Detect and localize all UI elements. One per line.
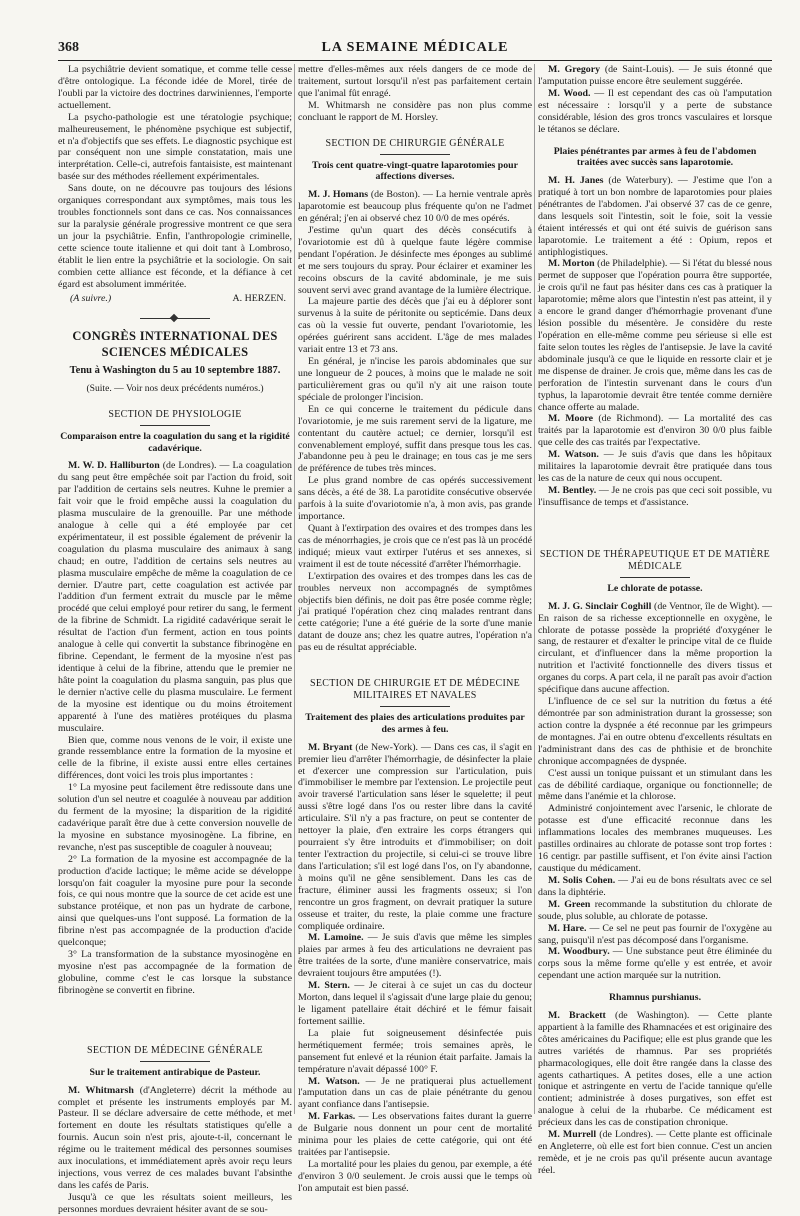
speaker-paragraph bbox=[538, 601, 772, 696]
paragraph: L'extirpation des ovaires et des trompes dans les cas de troubles nerveux non accompagnés de symptômes objectifs bien définis, ne doit pas être posée comme règle; j'ai pratiqué l'opération chez cinq malades rentrant dans cette catégorie; l'une a été guérie de la sorte d'une manie datant de douze ans; chez les quatre autres, l'opération n'a pas eu de résultat appréciable. bbox=[298, 570, 532, 654]
paragraph: Sans doute, on ne découvre pas toujours des lésions organiques correspondant aux symptômes, mais tous les troubles fonctionnels sont dans ce cas. Nos connaissances sur la paralysie générale progressive montrent ce que sera un jour la psychiâtrie. Enfin, l'anthropologie criminelle, cette science toute italienne et qui doit tant à Lombroso, établit le lien entre la psychiâtrie et la sociologie. On sait combien cette alliance est féconde, et la défiance à cet égard est absolument imméritée. bbox=[58, 183, 292, 290]
speaker-text: — Je citerai à ce sujet un cas du docteur Morton, dans lequel il s'agissait d'une large plaie du genou; le ligament patellaire était déchiré et le fémur faisait fortement saillie. bbox=[298, 980, 532, 1027]
speaker-paragraph bbox=[538, 899, 772, 923]
speaker-text: (de Ventnor, île de Wight). — En raison de sa richesse exceptionnelle en oxygène, le chlorate de potasse possède la propriété d'oxygéner le sang, de restaurer et d'exalter le principe vital de ce fluide circulant, et d'influencer dans la même proportion la nutrition et l'activité fonctionnelle des divers tissus et organes du corps. A part cela, il ne paraît pas avoir d'action spécifique dans aucune affection. bbox=[538, 600, 772, 696]
speaker-name: M. Morton bbox=[548, 258, 595, 270]
speaker-text: (de Boston). — La hernie ventrale après laparotomie est beaucoup plus fréquente qu'on ne l'admet en général; j'en ai observé chez 10 0/0 de mes opérés. bbox=[298, 189, 532, 224]
speaker-text: — Une substance peut être éliminée du corps sous la même forme qu'elle y est entrée, et avoir cependant une action marquée sur la nutrition. bbox=[538, 946, 772, 982]
speaker-paragraph bbox=[298, 1076, 532, 1112]
speaker-name: M. Stern. bbox=[308, 980, 350, 992]
congress-heading: CONGRÈS INTERNATIONAL DES SCIENCES MÉDICALES bbox=[72, 329, 278, 359]
paragraph: Jusqu'à ce que les résultats soient meilleurs, les personnes mordues devraient hésiter avant de se sou- bbox=[58, 1191, 292, 1215]
author-signature: A. HERZEN. bbox=[232, 292, 286, 304]
section-heading: SECTION DE PHYSIOLOGIE bbox=[108, 408, 242, 420]
heading-rule bbox=[140, 425, 210, 426]
speaker-paragraph bbox=[298, 189, 532, 225]
speaker-name: M. Wood. bbox=[548, 87, 591, 99]
speaker-text: (de New-York). — Dans ces cas, il s'agit en premier lieu d'arrêter l'hémorrhagie, de désinfecter la plaie et d'exercer une compression sur l'articulation, puis d'immobiliser le membre par l'extension. Le projectile peut avoir traversé l'articulation sans léser le squelette; il peut aussi s'être logé dans l'os ou rester libre dans la cavité articulaire. S'il n'y a pas fracture, on peut se contenter de nettoyer la plaie, d'en extraire les corps étrangers qui pourraient s'y être introduits et d'immobiliser; on doit tenter l'extraction du projectile, si celui-ci se trouve libre dans l'articulation; s'il est logé dans l'os, on l'y abandonne, à moins qu'il ne gêne sensiblement. Dans les cas de fracture, éliminer aussi les fragments osseux; si l'on rencontre un gros fragment, on devrait pratiquer la suture osseuse et traiter, du reste, la plaie comme une fracture compliquée ordinaire. bbox=[298, 741, 532, 932]
speaker-paragraph bbox=[538, 946, 772, 982]
section-heading: SECTION DE MÉDECINE GÉNÉRALE bbox=[87, 1044, 263, 1056]
speaker-name: M. Gregory bbox=[548, 64, 601, 75]
speaker-paragraph bbox=[58, 460, 292, 734]
speaker-paragraph bbox=[538, 449, 772, 485]
paragraph: La psycho-pathologie est une tératologie psychique; malheureusement, le phénomène psychique est subjectif, et n'a d'objectifs que ses effets. Le diagnostic psychique est par conséquent non une simple constatation, mais une interprétation. Celle-ci, autrefois fantaisiste, est maintenant basée sur des méthodes réellement expérimentales. bbox=[58, 111, 292, 183]
column-3 bbox=[538, 64, 772, 1176]
separator-ornament bbox=[140, 318, 210, 319]
paragraph: Bien que, comme nous venons de le voir, il existe une grande ressemblance entre la formation de la myosine et celle de la fibrine, il existe aussi entre elles certaines différences, dont voici les trois plus importantes : bbox=[58, 734, 292, 782]
page-number: 368 bbox=[58, 40, 79, 55]
speaker-name: M. Woodbury. bbox=[548, 946, 610, 958]
speaker-text: (de Londres). — La coagulation du sang peut être empêchée soit par l'action du froid, soit par l'addition de certains sels neutres. Kuhne le premier a fait voir que le froid empêche aussi la coagulation du plasma musculaire de la grenouille. Par une méthode analogue à celle qui a été employée par cet expérimentateur, il est possible également de prévenir la coagulation du plasma musculaire des animaux à sang chaud; en outre, l'addition de certains sels neutres au plasma musculaire empêche de même la coagulation de ce dernier. D'autre part, cette coagulation est activée par l'addition d'un ferment extrait du muscle par le même procédé que celui employé pour retirer du sang, le ferment de la fibrine de Schmidt. La rigidité cadavérique serait le résultat de l'action d'un ferment, action en tous points analogue à celle qui convertit la substance fibrinogène en fibrine. Cependant, le ferment de la myosine n'est pas identique à celui de la fibrine, attendu que le premier ne hâte point la coagulation du plasma sanguin, pas plus que le dernier n'active celle du plasma musculaire. Le ferment de la myosine est identique ou du moins étroitement apparenté à l'une des matières protéiques du plasma musculaire. bbox=[58, 460, 292, 734]
speaker-name: M. Bryant bbox=[308, 741, 353, 753]
speaker-name: M. Murrell bbox=[548, 1129, 597, 1141]
column-divider bbox=[534, 64, 535, 1114]
to-be-continued: (A suivre.) bbox=[70, 292, 112, 304]
speaker-name: M. W. D. Halliburton bbox=[68, 460, 160, 472]
speaker-text: (de Richmond). — La mortalité des cas traités par la laparotomie est d'environ 30 0/0 plus faible que celle des cas traités par l'expectative. bbox=[538, 413, 772, 449]
speaker-name: M. H. Janes bbox=[548, 175, 604, 187]
paragraph: mettre d'elles-mêmes aux réels dangers de ce mode de traitement, surtout lorsqu'il n'est pas parfaitement certain que l'animal fût enragé. bbox=[298, 64, 532, 99]
speaker-text: recommande la substitution du chlorate de soude, plus soluble, au chlorate de potasse. bbox=[538, 898, 772, 922]
speaker-paragraph bbox=[538, 875, 772, 899]
speaker-paragraph bbox=[538, 485, 772, 509]
paragraph: L'influence de ce sel sur la nutrition du fœtus a été démontrée par son administration durant la grossesse; son action contre la dyspnée a été reconnue par les grimpeurs de montagnes. J'ai en outre obtenu d'excellents résultats en l'administrant dans des cas de phthisie et de bronchite chronique accompagnées de dyspnée. bbox=[538, 696, 772, 767]
speaker-name: M. Solis Cohen. bbox=[548, 874, 616, 886]
section-heading: SECTION DE THÉRAPEUTIQUE ET DE MATIÈRE MÉDICALE bbox=[539, 548, 771, 572]
speaker-name: M. Green bbox=[548, 898, 591, 910]
heading-rule bbox=[380, 706, 450, 707]
speaker-paragraph bbox=[298, 932, 532, 980]
speaker-name: M. Moore bbox=[548, 413, 593, 425]
topic-heading: Le chlorate de potasse. bbox=[607, 582, 703, 594]
continuation-note: (Suite. — Voir nos deux précédents numéros.) bbox=[86, 383, 264, 395]
signature-line bbox=[58, 293, 292, 305]
heading-rule bbox=[140, 1061, 210, 1062]
topic-heading: Plaies pénétrantes par armes à feu de l'abdomen traitées avec succès sans laparotomie. bbox=[553, 145, 757, 169]
journal-title: LA SEMAINE MÉDICALE bbox=[321, 40, 509, 55]
section-heading: SECTION DE CHIRURGIE ET DE MÉDECINE MILITAIRES ET NAVALES bbox=[309, 678, 521, 702]
speaker-paragraph bbox=[538, 1010, 772, 1129]
paragraph: Quant à l'extirpation des ovaires et des trompes dans les cas de ménorrhagies, je crois que ce n'est pas là un procédé indiqué; mieux vaut extirper l'utérus et ses annexes, si vraiment il est de toute nécessité d'arrêter l'hémorrhagie. bbox=[298, 522, 532, 570]
speaker-name: M. J. Homans bbox=[308, 189, 369, 201]
speaker-text: (de Londres). — Cette plante est officinale en Angleterre, où elle est fort bien connue. C'est un ancien remède, et je ne crois pas qu'il présente aucun avantage réel. bbox=[538, 1129, 772, 1176]
paragraph: En ce qui concerne le traitement du pédicule dans l'ovariotomie, je me suis rarement servi de la ligature, me contentant du cautère actuel; ce dernier, lorsqu'il est convenablement employé, suffit dans presque tous les cas. J'abandonne peu à peu le drainage; en tous cas je me sers de préférence de tubes très minces. bbox=[298, 403, 532, 475]
topic-heading: Comparaison entre la coagulation du sang et la rigidité cadavérique. bbox=[60, 430, 290, 454]
speaker-paragraph bbox=[538, 258, 772, 413]
paragraph: J'estime qu'un quart des décès consécutifs à l'ovariotomie est dû à quelque faute légère commise pendant l'opération. Je désinfecte mes éponges au sublimé et me sers toujours du spray. Pour éclairer et examiner les recoins obscurs de la cavité abdominale, je me suis souvent servi avec grand avantage de la lumière électrique. bbox=[298, 224, 532, 296]
column-divider bbox=[294, 64, 295, 1114]
column-1 bbox=[58, 64, 292, 1215]
speaker-name: M. Hare. bbox=[548, 922, 587, 934]
speaker-text: — Ce sel ne peut pas fournir de l'oxygène au sang, puisqu'il n'est pas décomposé dans l'organisme. bbox=[538, 922, 772, 946]
speaker-paragraph bbox=[538, 175, 772, 258]
speaker-text: (de Philadelphie). — Si l'état du blessé nous permet de supposer que l'opération pourra être supportée, je crois qu'il ne faut pas hésiter dans ces cas à pratiquer la laparotomie; même alors que l'intestin n'est pas atteint, il y a encore le grand danger d'hémorrhagie provenant d'une lésion possible du mésentère. Je considère du reste l'opération en elle-même comme peu sérieuse si elle est faite selon toutes les règles de l'antisepsie. Je lave la cavité abdominale jusqu'à ce que le liquide en ressorte clair et je me dispense de drainer. Je crois que, même dans les cas de perforation de l'intestin survenant dans le cours d'un typhus, la laparotomie devrait être tentée comme dernière chance offerte au malade. bbox=[538, 258, 772, 413]
paragraph: C'est aussi un tonique puissant et un stimulant dans les cas de débilité cardiaque, organique ou fonctionnelle; de même dans l'anémie et la chlorose. bbox=[538, 767, 772, 803]
speaker-name: M. Watson. bbox=[548, 449, 599, 461]
speaker-paragraph bbox=[538, 923, 772, 947]
speaker-text: — Je suis d'avis que dans les hôpitaux militaires la laparotomie devrait être pratiquée dans tous les cas de la nature de ceux qui nous occupent. bbox=[538, 449, 772, 485]
speaker-text: (d'Angleterre) décrit la méthode au complet et présente les instruments employés par M. Pasteur. Il se déclare adversaire de cette méthode, et met fortement en doute les résultats statistiques qu'elle a fournis. Aucun soin n'est pris, ajoute-t-il, concernant le régime ou le traitement médical des personnes soumises aux inoculations, et immédiatement après avoir reçu leurs injections, vous verrez de ces malades buvant l'absinthe dans les cafés de Paris. bbox=[58, 1084, 292, 1191]
speaker-name: M. Brackett bbox=[548, 1009, 606, 1021]
heading-rule bbox=[620, 577, 690, 578]
speaker-paragraph bbox=[298, 980, 532, 1028]
speaker-name: M. Farkas. bbox=[308, 1111, 356, 1123]
speaker-name: M. J. G. Sinclair Coghill bbox=[548, 600, 652, 612]
speaker-name: M. Watson. bbox=[308, 1075, 360, 1087]
speaker-text: — Je ne crois pas que ceci soit possible, vu l'insuffisance de temps et d'assistance. bbox=[538, 485, 772, 508]
topic-heading: Sur le traitement antirabique de Pasteur. bbox=[89, 1066, 261, 1078]
speaker-name: M. Whitmarsh bbox=[68, 1084, 134, 1096]
list-item: 3° La transformation de la substance myosinogène en myosine n'est pas accompagnée de la formation de globuline, comme c'est le cas lorsque la substance fibrinogène se convertit en fibrine. bbox=[58, 949, 292, 996]
speaker-text: — J'ai eu de bons résultats avec ce sel dans la diphtérie. bbox=[538, 874, 772, 898]
speaker-text: — Je ne pratiquerai plus actuellement l'amputation dans un cas de plaie pénétrante du genou ayant confiance dans l'antisepsie. bbox=[298, 1075, 532, 1111]
topic-heading: Traitement des plaies des articulations produites par des armes à feu. bbox=[305, 712, 525, 735]
speaker-paragraph bbox=[538, 64, 772, 88]
speaker-text: (de Waterbury). — J'estime que l'on a pratiqué à tort un bon nombre de laparotomies pour plaies pénétrantes de l'abdomen. J'ai observé 37 cas de ce genre, dans lesquels soit l'intestin, soit le foie, soit la vessie étaient intéressés et qui ont été suivis de guérison sans laparotomie. Le traitement a été : Opium, repos et antiphlogistiques. bbox=[538, 175, 772, 258]
speaker-paragraph bbox=[538, 1129, 772, 1177]
speaker-text: — Les observations faites durant la guerre de Bulgarie nous donnent un pour cent de mortalité minima pour les plaies de cette catégorie, qui ont été traitées par l'antisepsie. bbox=[298, 1111, 532, 1159]
speaker-text: (de Saint-Louis). — Je suis étonné que l'amputation puisse encore être seulement suggérée. bbox=[538, 64, 772, 87]
speaker-paragraph bbox=[58, 1085, 292, 1192]
speaker-paragraph bbox=[538, 413, 772, 449]
topic-heading: Rhamnus purshianus. bbox=[608, 992, 702, 1004]
paragraph: La plaie fut soigneusement désinfectée puis hermétiquement fermée; trois semaines après, le pansement fut enlevé et la réunion était parfaite. Jamais la température n'avait dépassé 100° F. bbox=[298, 1027, 532, 1075]
speaker-name: M. Lamoine. bbox=[308, 932, 364, 944]
heading-rule bbox=[380, 154, 450, 155]
speaker-text: (de Washington). — Cette plante appartient à la famille des Rhamnacées et est originaire des côtes américaines du Pacifique; elle est plus grande que les autres variétés de rhamnus. Par ses propriétés pharmacologiques, elle doit être rangée dans la classe des agents cathartiques. A petites doses, elle a une action tonique et astringente en vertu de l'acide tannique qu'elle contient; administrée à doses purgatives, son effet est analogue à celui de la rhubarbe. Ce médicament est précieux dans les cas de constipation chronique. bbox=[538, 1009, 772, 1129]
paragraph: Administré conjointement avec l'arsenic, le chlorate de potasse est d'une efficacité reconnue dans les inflammations locales des membranes muqueuses. Les pastilles ordinaires au chlorate de potasse sont trop fortes : 16 centigr. par pastille suffisent, et l'on évite ainsi l'action caustique du médicament. bbox=[538, 803, 772, 874]
list-item: 1° La myosine peut facilement être redissoute dans une solution d'un sel neutre et coagulée à nouveau par addition du ferment de la myosine; la disparition de la rigidité cadavérique paraît être due à cette conversion nouvelle de la myosine en substance myosinogène. La fibrine, en revanche, n'est pas susceptible de coaguler à nouveau; bbox=[58, 782, 292, 853]
speaker-paragraph bbox=[538, 88, 772, 136]
page-header bbox=[58, 40, 772, 61]
speaker-text: — Il est cependant des cas où l'amputation est nécessaire : lorsqu'il y a perte de substance considérable, lésion des gros troncs vasculaires et lorsque le tétanos se déclare. bbox=[538, 87, 772, 135]
topic-heading: Trois cent quatre-vingt-quatre laparotomies pour affections diverses. bbox=[312, 159, 518, 183]
paragraph: La majeure partie des décès que j'ai eu à déplorer sont survenus à la suite de péritonite ou septicémie. Dans deux cas où la vessie fut ouverte, pendant l'ovariotomie, les opérées guérirent sans accident. L'âge de mes malades variait entre 13 et 73 ans. bbox=[298, 296, 532, 356]
paragraph: Le plus grand nombre de cas opérés successivement sans décès, a été de 38. La parotidite consécutive observée parfois à la suite d'ovariotomie n'a, à mon avis, pas grande importance. bbox=[298, 475, 532, 523]
column-2 bbox=[298, 64, 532, 1194]
section-heading: SECTION DE CHIRURGIE GÉNÉRALE bbox=[325, 137, 505, 149]
paragraph: La psychiâtrie devient somatique, et comme telle cesse d'être ontologique. La féconde idée de Morel, tirée de l'oubli par la victoire des doctrines darwiniennes, l'emporte actuellement. bbox=[58, 64, 292, 111]
list-item: 2° La formation de la myosine est accompagnée de la production d'acide lactique; le même acide se développe lorsqu'on fait coaguler la myosine pure pour la seconde fois, ce qui nous montre que la source de cet acide est une substance protéique, et non pas un hydrate de carbone, ainsi que quelques-uns l'ont supposé. La formation de la fibrine n'est pas accompagnée de la production d'acide quelconque; bbox=[58, 853, 292, 949]
paragraph: La mortalité pour les plaies du genou, par exemple, a été d'environ 3 0/0 seulement. Je crois aussi que le temps où l'on amputait est bien passé. bbox=[298, 1158, 532, 1194]
speaker-paragraph bbox=[298, 742, 532, 933]
speaker-name: M. Bentley. bbox=[548, 485, 597, 496]
speaker-paragraph bbox=[298, 1111, 532, 1159]
congress-subheading: Tenu à Washington du 5 au 10 septembre 1887. bbox=[69, 364, 281, 376]
speaker-text: — Je suis d'avis que même les simples plaies par armes à feu des articulations ne devraient pas être traitées de la sorte, d'une manière conservatrice, mais devraient toujours être amputées (!). bbox=[298, 932, 532, 980]
paragraph: M. Whitmarsh ne considère pas non plus comme concluant le rapport de M. Horsley. bbox=[298, 99, 532, 123]
paragraph: En général, je n'incise les parois abdominales que sur une longueur de 2 pouces, à moins que le malade ne soit particulièrement gras ou qu'il n'y ait une raison toute spéciale de prolonger l'incision. bbox=[298, 356, 532, 403]
